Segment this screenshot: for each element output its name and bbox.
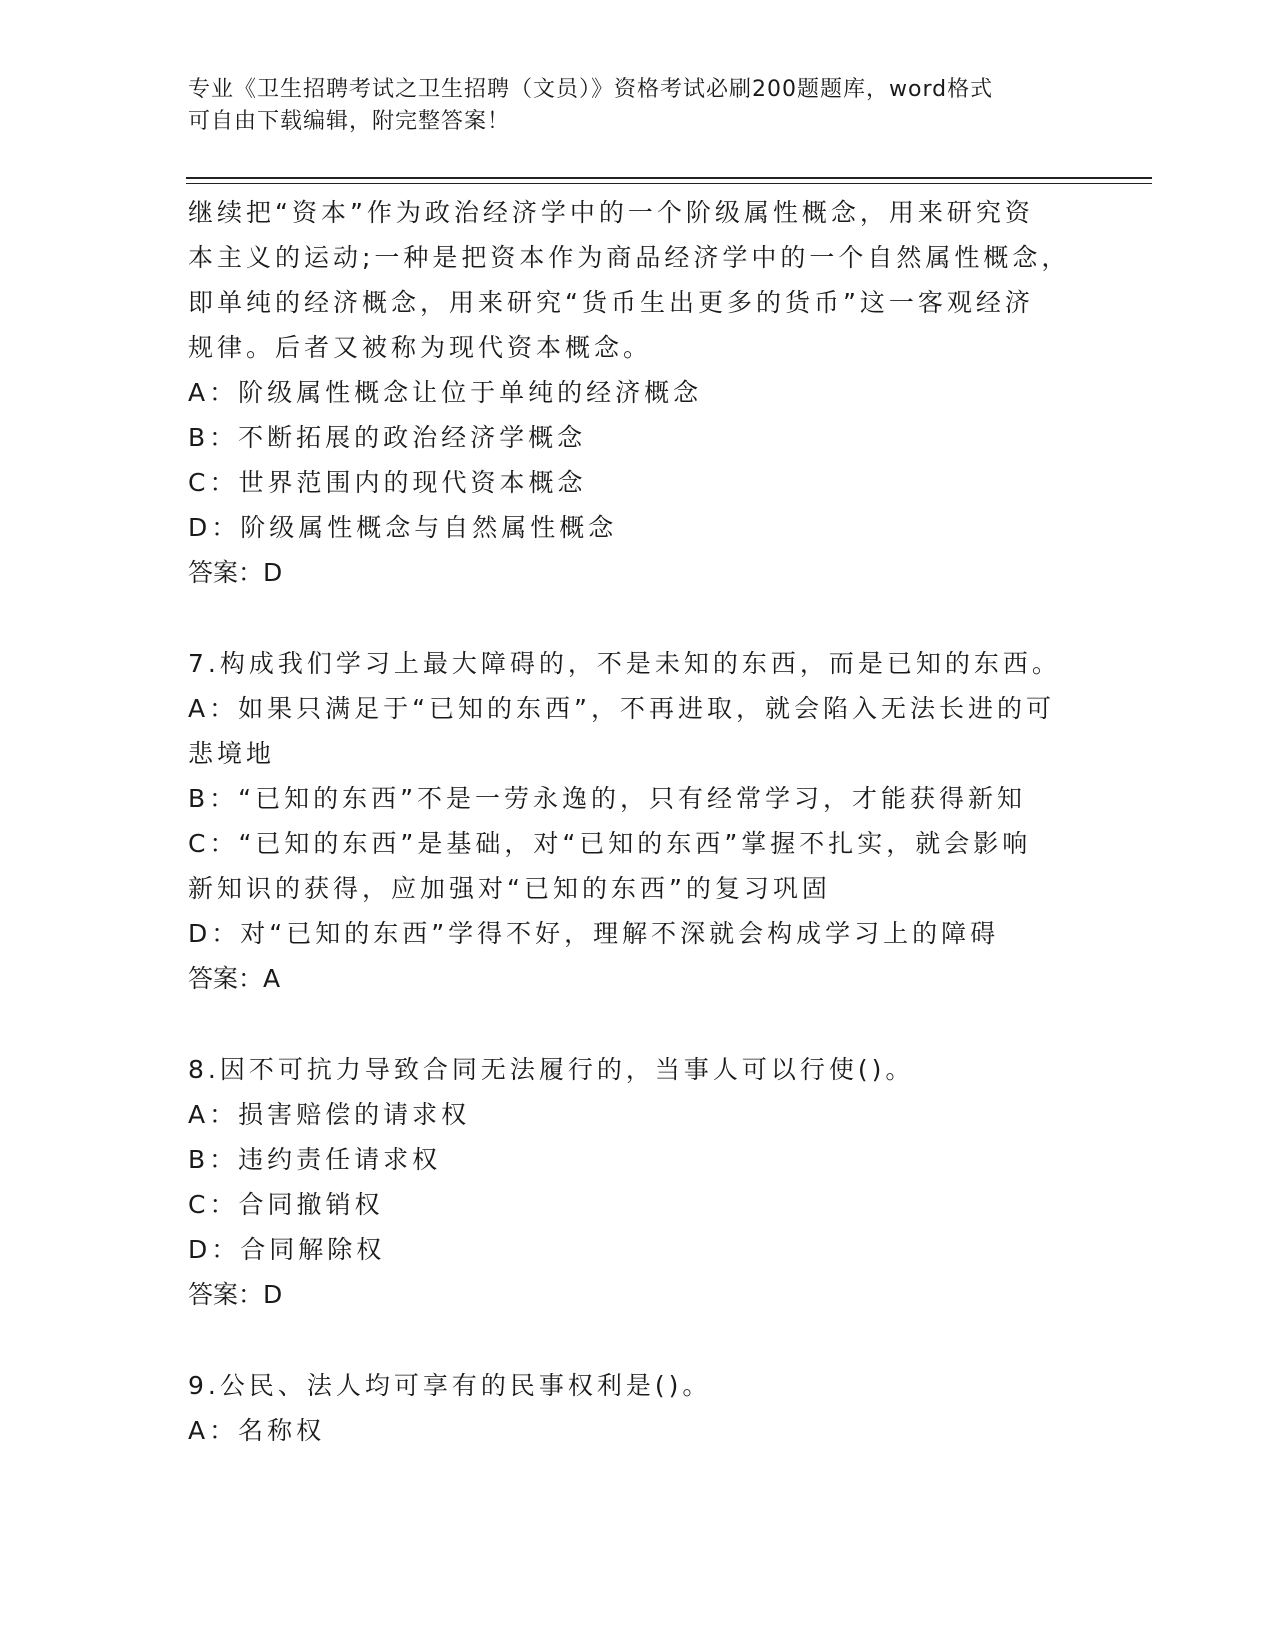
answer-line: 答案：A — [188, 964, 281, 993]
header-divider-thick — [186, 177, 1152, 179]
passage-line: 即单纯的经济概念，用来研究“货币生出更多的货币”这一客观经济 — [188, 288, 1034, 317]
header-divider-thin — [186, 183, 1152, 184]
question-content — [188, 190, 1088, 1453]
option-a: A：名称权 — [188, 1416, 326, 1445]
option-a: A：阶级属性概念让位于单纯的经济概念 — [188, 378, 703, 407]
spacer — [188, 1317, 1088, 1363]
spacer — [188, 595, 1088, 641]
option-c-continued: 新知识的获得，应加强对“已知的东西”的复习巩固 — [188, 874, 831, 903]
option-a: A：如果只满足于“已知的东西”，不再进取，就会陷入无法长进的可 — [188, 694, 1056, 723]
option-b: B：“已知的东西”不是一劳永逸的，只有经常学习，才能获得新知 — [188, 784, 1027, 813]
option-a-continued: 悲境地 — [188, 739, 276, 768]
header-title-line-1: 专业《卫生招聘考试之卫生招聘（文员）》资格考试必刷200题题库，word格式 — [188, 77, 994, 102]
option-b: B：不断拓展的政治经济学概念 — [188, 423, 587, 452]
question-9 — [188, 1363, 1088, 1453]
question-stem: 7.构成我们学习上最大障碍的，不是未知的东西，而是已知的东西。 — [188, 649, 1061, 678]
document-header — [188, 74, 1068, 138]
option-d: D：合同解除权 — [188, 1235, 386, 1264]
option-d: D：阶级属性概念与自然属性概念 — [188, 513, 618, 542]
passage-line: 规律。后者又被称为现代资本概念。 — [188, 333, 653, 362]
answer-line: 答案：D — [188, 1280, 283, 1309]
option-d: D：对“已知的东西”学得不好，理解不深就会构成学习上的障碍 — [188, 919, 1000, 948]
option-c: C：世界范围内的现代资本概念 — [188, 468, 587, 497]
option-c: C：“已知的东西”是基础，对“已知的东西”掌握不扎实，就会影响 — [188, 829, 1032, 858]
passage-line: 本主义的运动;一种是把资本作为商品经济学中的一个自然属性概念， — [188, 243, 1071, 272]
question-8 — [188, 1047, 1088, 1317]
question-7 — [188, 641, 1088, 1001]
question-stem: 9.公民、法人均可享有的民事权利是()。 — [188, 1371, 712, 1400]
option-c: C：合同撤销权 — [188, 1190, 384, 1219]
answer-line: 答案：D — [188, 558, 283, 587]
passage-line: 继续把“资本”作为政治经济学中的一个阶级属性概念，用来研究资 — [188, 198, 1034, 227]
option-b: B：违约责任请求权 — [188, 1145, 442, 1174]
question-continued — [188, 190, 1088, 595]
option-a: A：损害赔偿的请求权 — [188, 1100, 471, 1129]
spacer — [188, 1001, 1088, 1047]
header-title-line-2: 可自由下载编辑，附完整答案！ — [188, 109, 511, 134]
question-stem: 8.因不可抗力导致合同无法履行的，当事人可以行使()。 — [188, 1055, 915, 1084]
